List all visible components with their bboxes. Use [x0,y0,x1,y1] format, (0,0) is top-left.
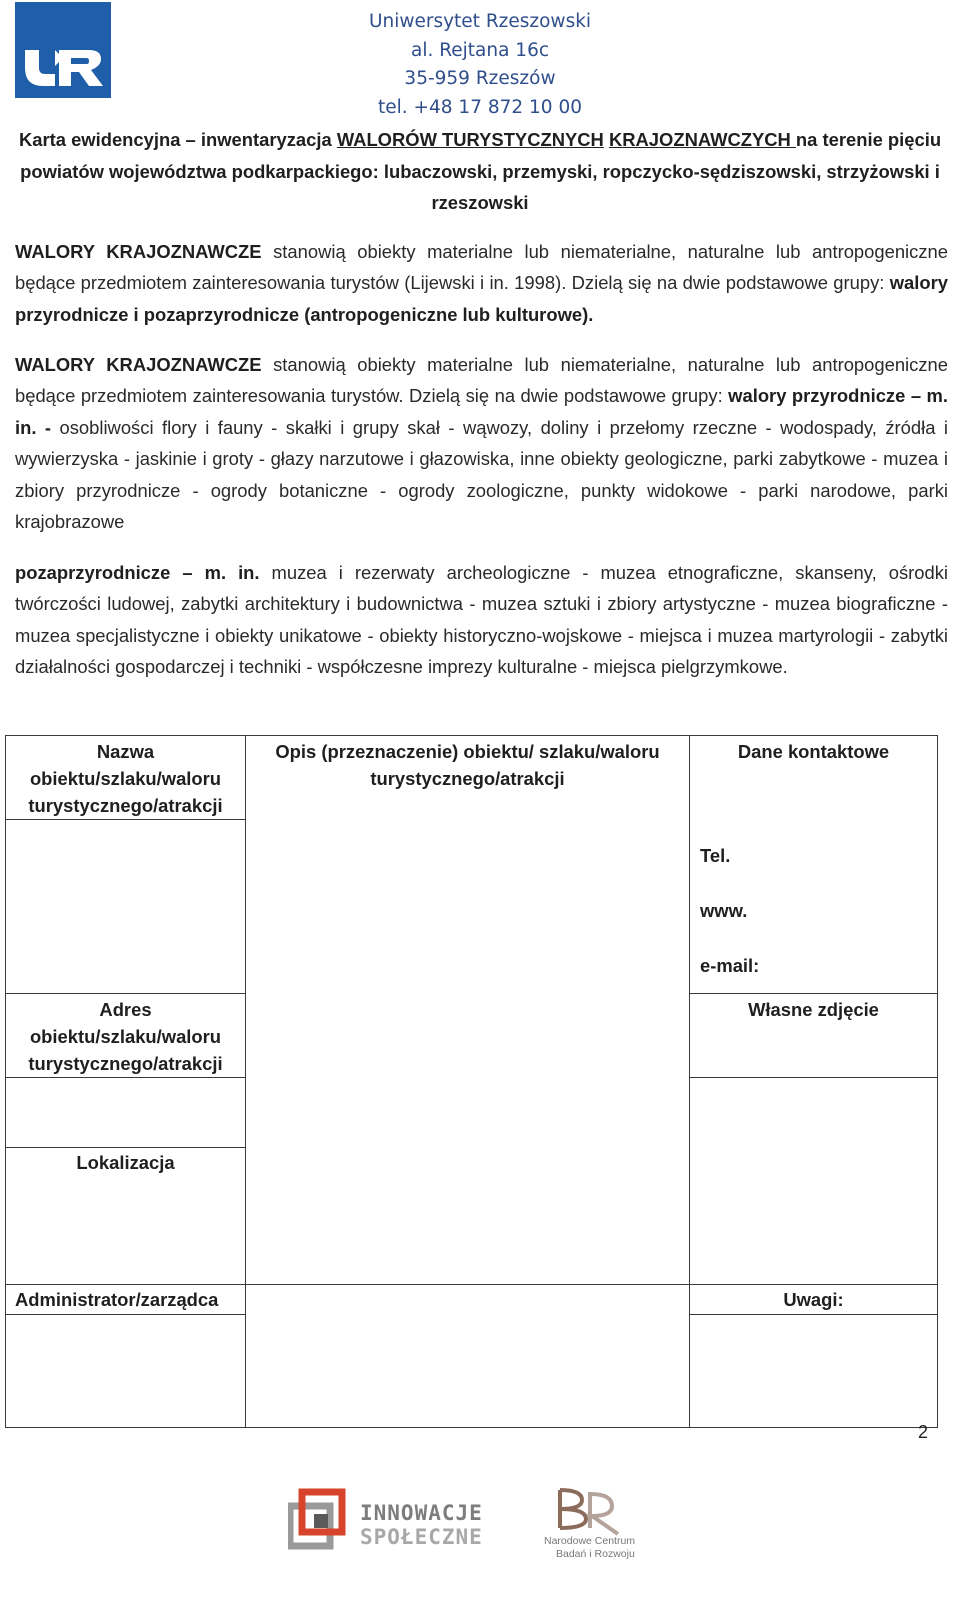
location-cell[interactable] [6,1147,246,1284]
address-header: Adres obiektu/szlaku/waloru turystycznego/atrakcji [28,998,223,1074]
photo-cell[interactable] [690,1077,938,1284]
ur-emblem-icon [15,2,111,98]
name-header-cell [6,736,246,820]
address-input-cell[interactable] [6,1077,246,1147]
innowacje-emblem-icon [288,1488,488,1558]
notes-header-cell [690,1284,938,1314]
logo1-line2: SPOŁECZNE [360,1525,483,1549]
p1-lead: WALORY KRAJOZNAWCZE [15,241,262,262]
paragraph-nonnatural [15,557,948,683]
address-header-cell [6,993,246,1077]
notes-input-cell[interactable] [690,1314,938,1427]
p1-text: stanowią obiekty materialne lub niematerialne, naturalne lub antropogeniczne będące przedmiotem zainteresowania turystów (Lijewski i in. 1998). Dzielą się na dwie podstawowe grupy: [15,241,948,294]
paragraph-definition-2 [15,349,948,537]
innowacje-spoleczne-logo [288,1488,488,1558]
contact-tel: Tel. [700,844,731,866]
p2-lead: WALORY KRAJOZNAWCZE [15,354,262,375]
ncbr-logo [538,1484,658,1564]
title-krajoznawczych: KRAJOZNAWCZYCH [608,129,796,150]
title-walorow: WALORÓW TURYSTYCZNYCH [336,129,604,150]
description-continuation-cell[interactable] [246,1284,690,1427]
contact-header-cell [690,736,938,820]
logo2-line1: Narodowe Centrum [544,1535,636,1547]
photo-header-cell [690,993,938,1077]
admin-header: Administrator/zarządca [15,1288,219,1310]
contact-www: www. [700,899,748,921]
address-university: Uniwersytet Rzeszowski [368,11,592,32]
address-phone: tel. +48 17 872 10 00 [377,96,583,118]
paragraph-definition-1 [15,236,948,330]
address-street: al. Rejtana 16c [410,39,550,61]
header-address [340,8,620,122]
photo-header: Własne zdjęcie [748,998,879,1020]
university-logo [15,2,111,98]
p3-lead: pozaprzyrodnicze – m. in. [15,562,260,583]
p2-bold-mid: walory przyrodnicze – m. in. - [15,385,949,438]
admin-input-cell[interactable] [6,1314,246,1427]
notes-header: Uwagi: [783,1288,844,1310]
address-city: 35-959 Rzeszów [404,68,556,89]
contact-header: Dane kontaktowe [737,741,890,762]
title-part2: na terenie pięciu powiatów województwa podkarpackiego: lubaczowski, przemyski, ropczycko-sędziszowski, strzyżowski i rzeszowski [20,129,942,213]
description-header: Opis (przeznaczenie) obiektu/ szlaku/waloru turystycznego/atrakcji [275,741,660,789]
description-cell[interactable] [246,736,690,1285]
p2-text-end: osobliwości flory i fauny - skałki i grupy skał - wąwozy, doliny i przełomy rzeczne - wodospady, źródła i wywierzyska - jaskinie i groty - głazy narzutowe i głazowiska, inne obiekty geologiczne, parki zabytkowe - muzea i zbiory przyrodnicze - ogrody botaniczne - ogrody zoologiczne, punkty widokowe - parki narodowe, parki krajobrazowe [15,416,948,533]
name-input-cell[interactable] [6,820,246,994]
document-title [14,124,946,219]
p3-text: muzea i rezerwaty archeologiczne - muzea etnograficzne, skanseny, ośrodki twórczości ludowej, zabytki architektury i budownictwa - muzea sztuki i zbiory artystyczne - muzea biograficzne - muzea specjalistyczne i obiekty unikatowe - obiekty historyczno-wojskowe - miejsca i muzea martyrologii - zabytki działalności gospodarczej i techniki - współczesne imprezy kulturalne - miejsca pielgrzymkowe. [15,562,948,678]
admin-header-cell [6,1284,246,1314]
p1-bold-end: walory przyrodnicze i pozaprzyrodnicze (antropogeniczne lub kulturowe). [15,272,948,325]
page-number: 2 [918,1422,929,1442]
contact-details-cell[interactable] [690,820,938,994]
location-header: Lokalizacja [76,1151,175,1173]
inventory-form-table [5,735,938,1428]
title-part1: Karta ewidencyjna – inwentaryzacja [18,129,337,150]
p2-text: stanowią obiekty materialne lub niematerialne, naturalne lub antropogeniczne będące przedmiotem zainteresowania turystów. Dzielą się na dwie podstawowe grupy: [15,354,948,407]
ncbr-emblem-icon [538,1484,658,1564]
contact-email: e-mail: [700,954,760,976]
name-header: Nazwa obiektu/szlaku/waloru turystycznego/atrakcji [28,741,223,816]
logo2-line2: Badań i Rozwoju [556,1548,635,1560]
logo1-line1: INNOWACJE [360,1501,483,1525]
